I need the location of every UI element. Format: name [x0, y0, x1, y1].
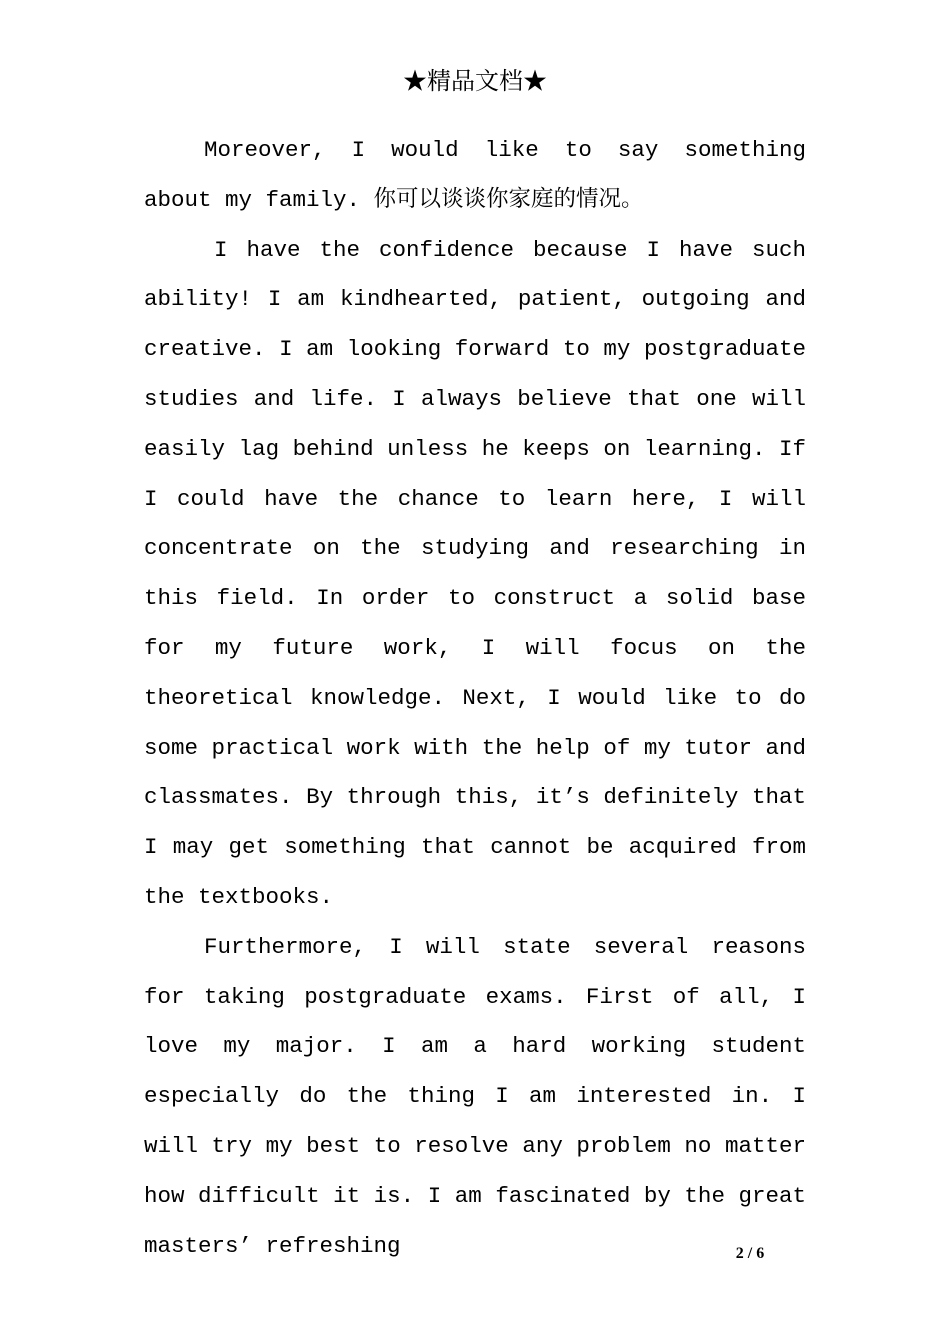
paragraph-confidence: I have the confidence because I have such ability! I am kindhearted, patient, outgoing and creative. I am looking forward to my postgraduate studies and life. I always believe that one will easily lag behind unless he keeps on learning. If I could have the chance to learn here, I will concentrate on the studying and researching in this field. In order to construct a solid base for my future work, I will focus on the theoretical knowledge. Next, I would like to do some practical work with the help of my tutor and classmates. By through this, it’s definitely that I may get something that cannot be acquired from the textbooks.	[144, 236, 806, 910]
paragraph-family: Moreover, I would like to say something about my family. 你可以谈谈你家庭的情况。	[144, 137, 806, 213]
page-number: 2 / 6	[735, 1245, 765, 1262]
paragraph-reasons: Furthermore, I will state several reasons for taking postgraduate exams. First of all, I love my major. I am a hard working student especially do the thing I am interested in. I will try my best to resolve any problem no matter how difficult it is. I am fascinated by the great masters’ refreshing	[144, 933, 806, 1259]
page-header-title: ★精品文档★	[403, 67, 547, 95]
document-body	[144, 126, 806, 1271]
